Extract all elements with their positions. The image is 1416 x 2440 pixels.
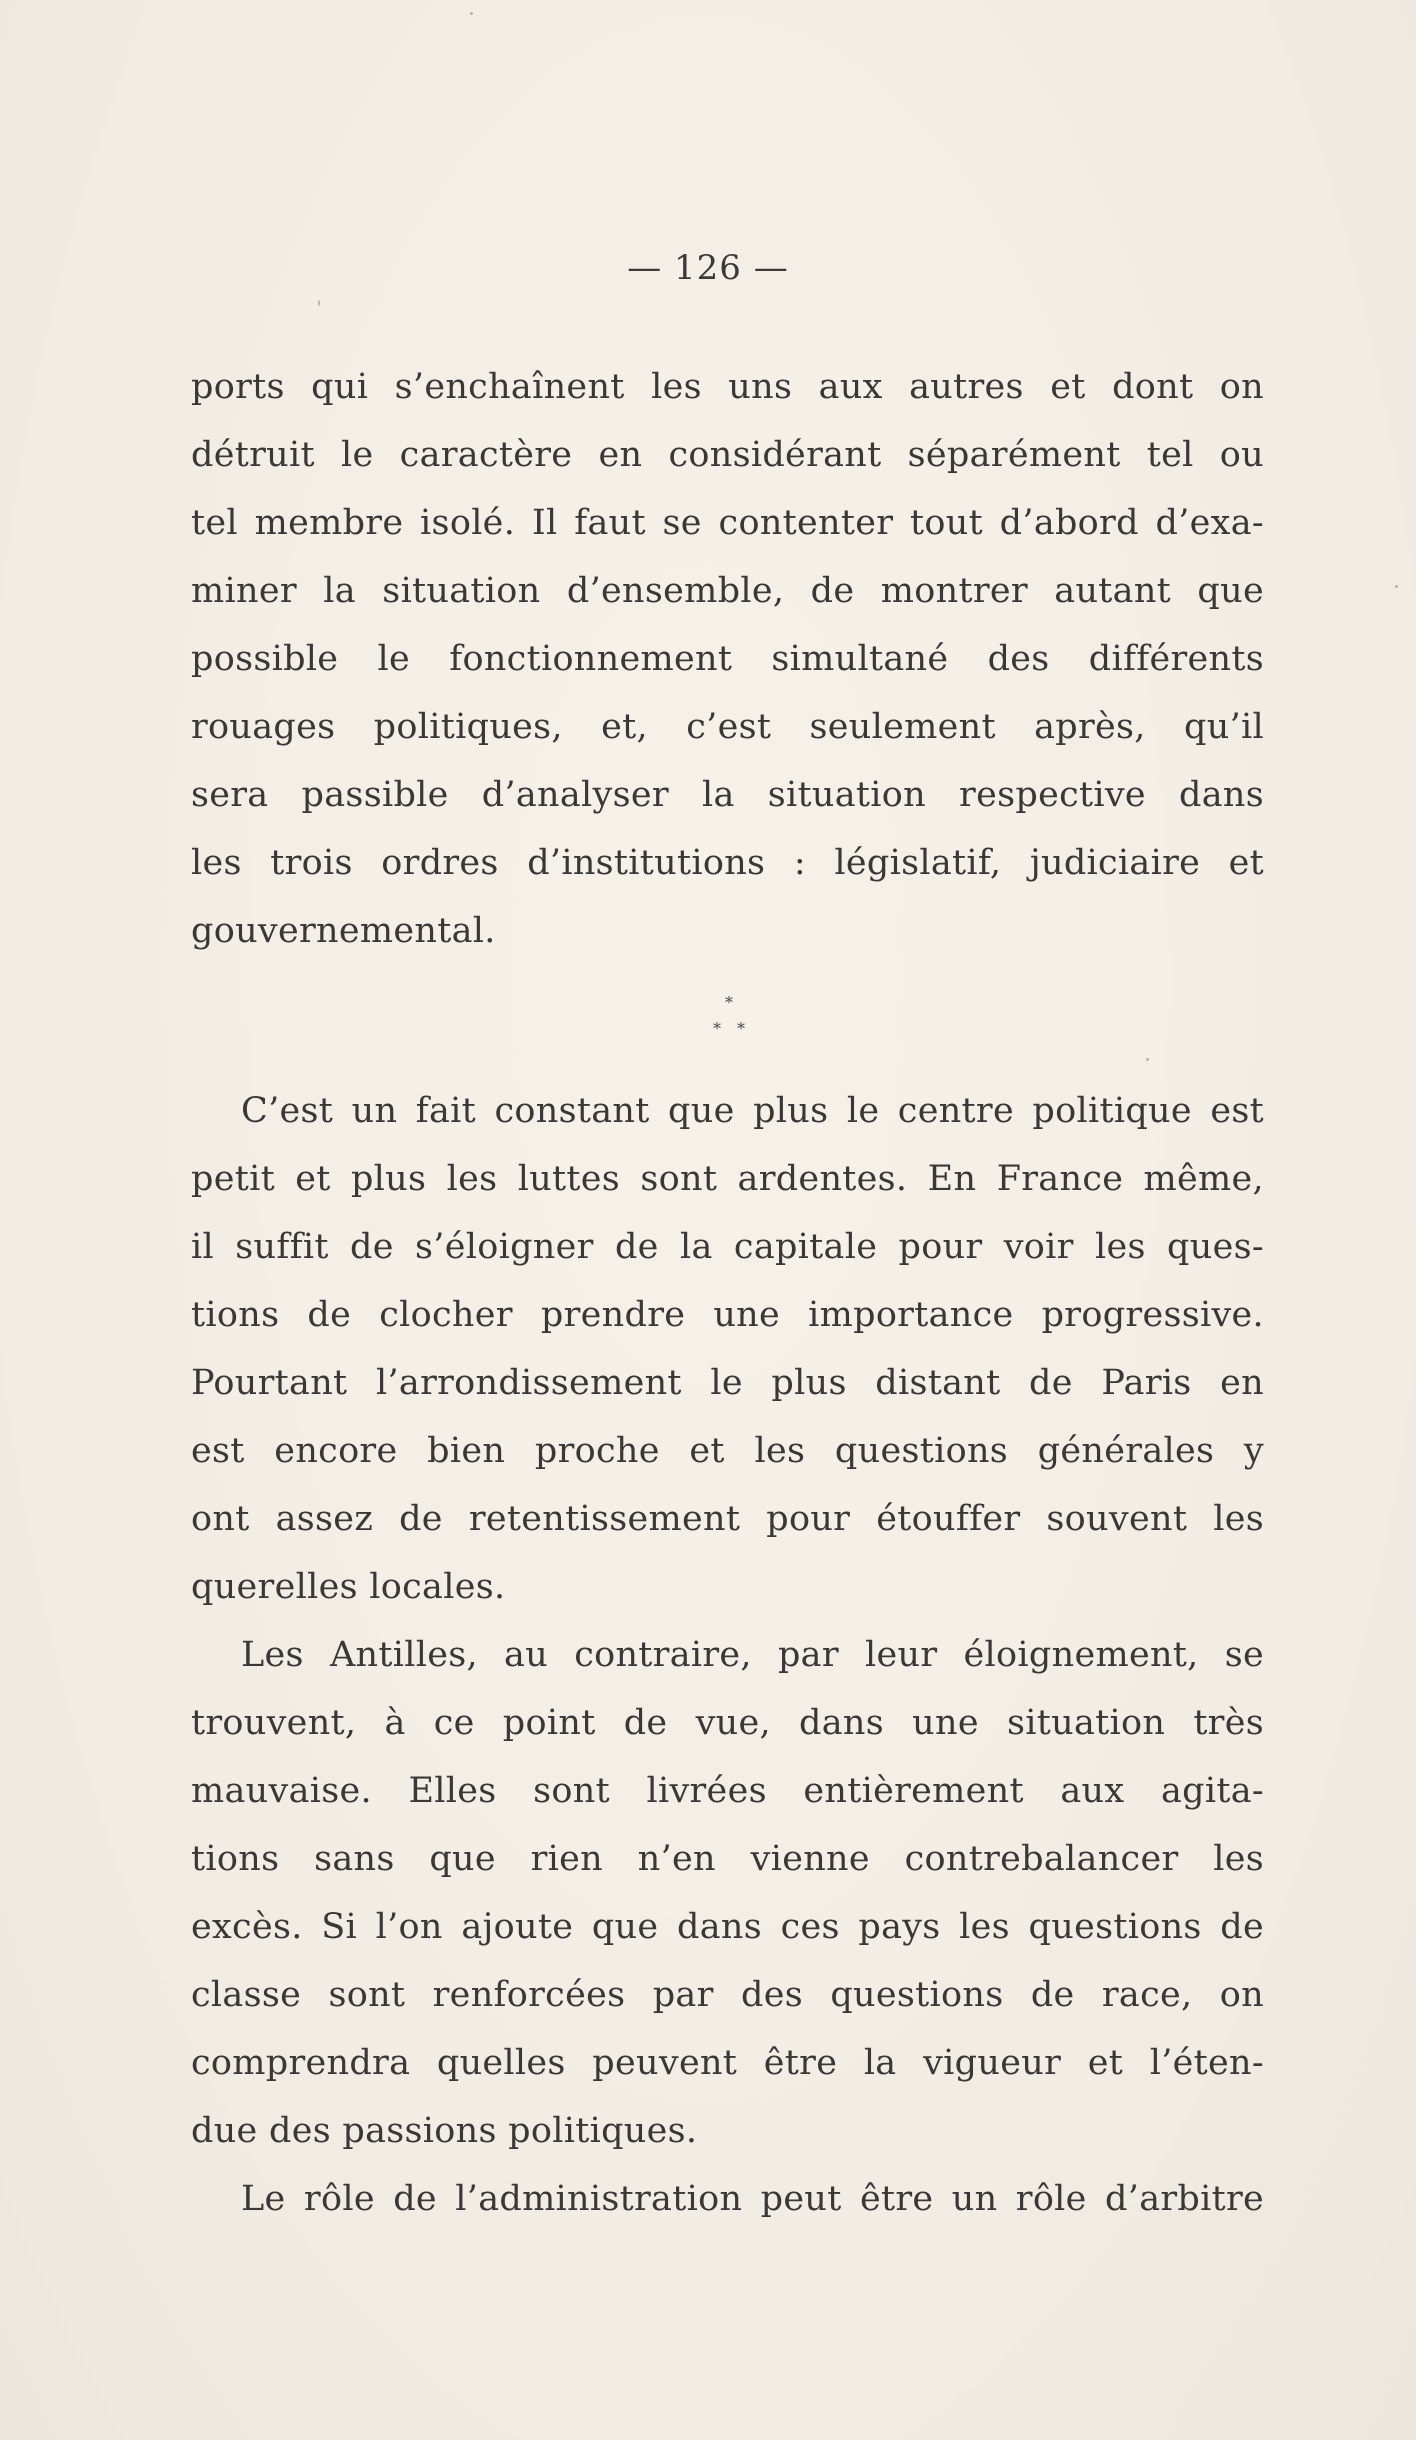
text-line: sera passible d’analyser la situation respective dans — [191, 775, 1264, 815]
text-line: Pourtant l’arrondissement le plus distant de Paris en — [191, 1363, 1264, 1403]
text-line: miner la situation d’ensemble, de montrer autant que — [191, 571, 1264, 611]
text-line: excès. Si l’on ajoute que dans ces pays les questions de — [191, 1907, 1264, 1947]
text-line: détruit le caractère en considérant séparément tel ou — [191, 435, 1264, 475]
text-line: C’est un fait constant que plus le centre politique est — [241, 1091, 1264, 1131]
text-line: ports qui s’enchaînent les uns aux autres et dont on — [191, 367, 1264, 407]
text-line: gouvernemental. — [191, 911, 496, 951]
text-line: ont assez de retentissement pour étouffer souvent les — [191, 1499, 1264, 1539]
text-line: Le rôle de l’administration peut être un rôle d’arbitre — [241, 2179, 1264, 2219]
text-line: classe sont renforcées par des questions de race, on — [191, 1975, 1264, 2015]
paper-speck — [470, 12, 473, 15]
body-text — [191, 353, 1264, 2233]
text-line: rouages politiques, et, c’est seulement après, qu’il — [191, 707, 1264, 747]
paper-speck — [1395, 585, 1398, 588]
text-line: petit et plus les luttes sont ardentes. En France même, — [191, 1159, 1264, 1199]
paper-speck — [1146, 1058, 1149, 1061]
paragraph-continuation — [191, 353, 1264, 965]
text-line: les trois ordres d’institutions : législatif, judiciaire et — [191, 843, 1264, 883]
paragraph — [191, 1077, 1264, 1621]
asterism-star: * — [737, 1019, 745, 1038]
text-line: trouvent, à ce point de vue, dans une situation très — [191, 1703, 1264, 1743]
text-line: tions sans que rien n’en vienne contrebalancer les — [191, 1839, 1264, 1879]
text-line: il suffit de s’éloigner de la capitale pour voir les ques- — [191, 1227, 1264, 1267]
asterism-star: * — [713, 1019, 721, 1038]
text-line: comprendra quelles peuvent être la vigueur et l’éten- — [191, 2043, 1264, 2083]
text-line: possible le fonctionnement simultané des différents — [191, 639, 1264, 679]
text-line: est encore bien proche et les questions générales y — [191, 1431, 1264, 1471]
asterism-star: * — [725, 993, 733, 1012]
text-line: mauvaise. Elles sont livrées entièrement aux agita- — [191, 1771, 1264, 1811]
paper-speck — [318, 300, 320, 306]
text-line: tel membre isolé. Il faut se contenter tout d’abord d’exa- — [191, 503, 1264, 543]
asterism-separator — [191, 965, 1264, 1077]
page-number: — 126 — — [627, 248, 789, 288]
text-line: tions de clocher prendre une importance progressive. — [191, 1295, 1264, 1335]
text-line: Les Antilles, au contraire, par leur éloignement, se — [241, 1635, 1264, 1675]
text-line: querelles locales. — [191, 1567, 506, 1607]
text-line: due des passions politiques. — [191, 2111, 698, 2151]
paragraph — [191, 1621, 1264, 2165]
paragraph — [191, 2165, 1264, 2233]
